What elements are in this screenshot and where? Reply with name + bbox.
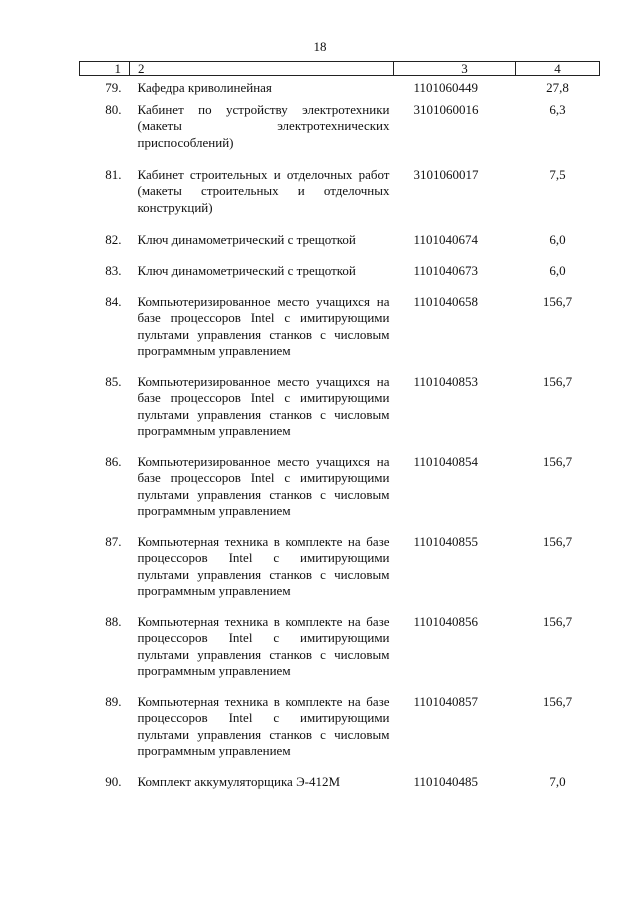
row-number: 79. <box>105 80 122 95</box>
item-value: 156,7 <box>542 613 573 629</box>
row-number: 90. <box>105 773 122 789</box>
table-row <box>80 614 600 694</box>
item-value: 27,8 <box>546 80 569 95</box>
table-header <box>80 62 600 76</box>
item-value: 156,7 <box>542 293 573 309</box>
item-name: Кафедра криволинейная <box>137 80 272 95</box>
item-value: 156,7 <box>542 373 573 389</box>
row-number: 86. <box>105 453 122 469</box>
row-number: 89. <box>105 693 122 709</box>
inventory-code: 1101040673 <box>413 262 479 278</box>
inventory-code: 1101040853 <box>413 373 479 389</box>
item-value: 156,7 <box>542 693 573 709</box>
item-value: 7,5 <box>549 166 566 182</box>
inventory-code: 1101040856 <box>413 613 479 629</box>
table-row <box>80 374 600 454</box>
item-value: 156,7 <box>542 533 573 549</box>
item-name: Компьютеризированное место учащихся на базе процессоров Intel с имитирующими пультами управления станков с числовым программным управлением <box>137 373 390 438</box>
inventory-code: 1101040857 <box>413 693 479 709</box>
row-number: 82. <box>105 231 122 247</box>
row-number: 88. <box>105 613 122 629</box>
table-row <box>80 167 600 232</box>
item-value: 7,0 <box>549 773 566 789</box>
table-row <box>80 294 600 374</box>
inventory-code: 1101040854 <box>413 453 479 469</box>
header-col-3: 3 <box>394 62 516 76</box>
row-number: 80. <box>105 101 122 117</box>
row-number: 85. <box>105 373 122 389</box>
table-row <box>80 232 600 263</box>
item-name: Компьютерная техника в комплекте на базе процессоров Intel с имитирующими пультами управления станков с числовым программным управлением <box>137 533 390 598</box>
inventory-code: 3101060016 <box>413 101 479 117</box>
table-row <box>80 454 600 534</box>
item-value: 6,0 <box>549 231 566 247</box>
item-value: 6,0 <box>549 262 566 278</box>
table-row <box>80 534 600 614</box>
inventory-code: 1101040674 <box>413 231 479 247</box>
table-row <box>80 102 600 167</box>
inventory-code: 1101040658 <box>413 293 479 309</box>
row-number: 87. <box>105 533 122 549</box>
item-name: Кабинет строительных и отделочных работ (макеты строительных и отделочных конструкций) <box>137 166 390 215</box>
item-name: Ключ динамометрический с трещоткой <box>137 231 356 247</box>
item-name: Компьютеризированное место учащихся на базе процессоров Intel с имитирующими пультами управления станков с числовым программным управлением <box>137 293 390 358</box>
row-number: 83. <box>105 262 122 278</box>
row-number: 84. <box>105 293 122 309</box>
table-row <box>80 694 600 774</box>
inventory-code: 1101040485 <box>413 773 479 789</box>
item-value: 156,7 <box>542 453 573 469</box>
header-col-2: 2 <box>130 62 394 76</box>
header-row <box>80 62 600 76</box>
item-name: Кабинет по устройству электротехники (макеты электротехнических приспособлений) <box>137 101 390 150</box>
header-col-4: 4 <box>516 62 600 76</box>
table-row <box>80 263 600 294</box>
inventory-code: 1101040855 <box>413 533 479 549</box>
inventory-code: 1101060449 <box>413 80 479 95</box>
item-value: 6,3 <box>549 101 566 117</box>
item-name: Компьютерная техника в комплекте на базе процессоров Intel с имитирующими пультами управления станков с числовым программным управлением <box>137 693 390 758</box>
table-row <box>80 76 600 102</box>
item-name: Ключ динамометрический с трещоткой <box>137 262 356 278</box>
header-col-1: 1 <box>80 62 130 76</box>
inventory-table <box>79 61 600 794</box>
item-name: Компьютерная техника в комплекте на базе процессоров Intel с имитирующими пультами управления станков с числовым программным управлением <box>137 613 390 678</box>
table-body <box>80 76 600 794</box>
page-number: 18 <box>313 39 327 54</box>
item-name: Компьютеризированное место учащихся на базе процессоров Intel с имитирующими пультами управления станков с числовым программным управлением <box>137 453 390 518</box>
table-row <box>80 774 600 794</box>
item-name: Комплект аккумуляторщика Э-412М <box>137 773 341 789</box>
inventory-table-container <box>79 61 599 794</box>
row-number: 81. <box>105 166 122 182</box>
inventory-code: 3101060017 <box>413 166 479 182</box>
